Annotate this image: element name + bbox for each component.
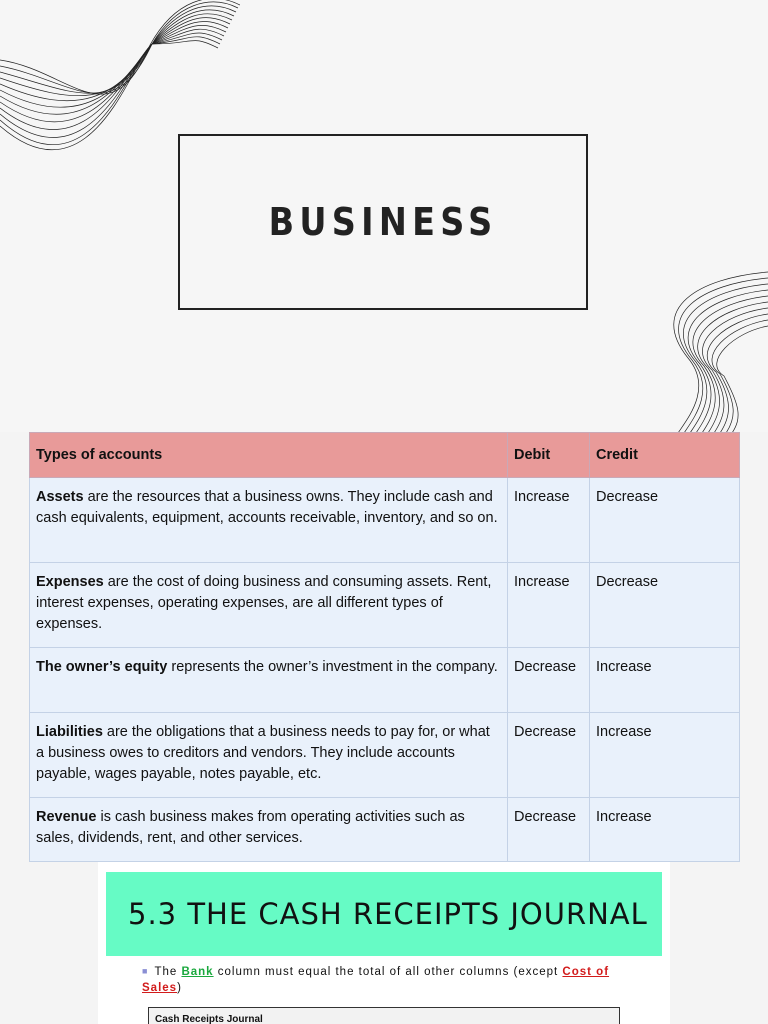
section-heading: 5.3 THE CASH RECEIPTS JOURNAL [128, 897, 648, 931]
wave-decoration-right [658, 268, 768, 432]
title-slide [0, 0, 768, 432]
credit-cell: Decrease [590, 563, 740, 648]
debit-cell: Increase [508, 563, 590, 648]
debit-cell: Decrease [508, 648, 590, 713]
account-description [30, 713, 508, 798]
account-term: Expenses [36, 574, 104, 590]
header-debit: Debit [508, 433, 590, 478]
table-row [30, 478, 740, 563]
bullet-square-icon: ■ [142, 966, 149, 976]
header-credit: Credit [590, 433, 740, 478]
credit-cell: Decrease [590, 478, 740, 563]
account-description [30, 648, 508, 713]
account-description [30, 563, 508, 648]
bullet-text-middle: column must equal the total of all other columns (except [213, 966, 563, 978]
account-term: Liabilities [36, 724, 103, 740]
bullet-text-start: The [154, 966, 182, 978]
accounts-table [29, 432, 740, 862]
credit-cell: Increase [590, 713, 740, 798]
account-desc-text: are the cost of doing business and consuming assets. Rent, interest expenses, operating expenses, are all different types of expenses. [36, 574, 492, 632]
bank-term: Bank [181, 966, 214, 978]
cost-of-sales-term: Cost of Sales [142, 966, 610, 994]
cash-receipts-slide [98, 862, 670, 1024]
account-term: Assets [36, 489, 84, 505]
section-banner [106, 872, 662, 956]
table-row [30, 563, 740, 648]
cash-receipts-journal-label: Cash Receipts Journal [148, 1007, 620, 1024]
bullet-text-end: ) [177, 982, 182, 994]
account-description [30, 798, 508, 862]
table-row [30, 798, 740, 862]
account-term: The owner’s equity [36, 659, 168, 675]
table-row [30, 713, 740, 798]
account-desc-text: are the obligations that a business needs to pay for, or what a business owes to creditors and vendors. They include accounts payable, wages payable, notes payable, etc. [36, 724, 490, 782]
title-frame [178, 134, 588, 310]
account-desc-text: are the resources that a business owns. They include cash and cash equivalents, equipment, accounts receivable, inventory, and so on. [36, 489, 498, 526]
bullet-point [142, 964, 642, 996]
table-header-row [30, 433, 740, 478]
debit-cell: Decrease [508, 713, 590, 798]
account-desc-text: represents the owner’s investment in the company. [167, 659, 498, 675]
debit-cell: Increase [508, 478, 590, 563]
debit-cell: Decrease [508, 798, 590, 862]
account-description [30, 478, 508, 563]
credit-cell: Increase [590, 648, 740, 713]
header-types: Types of accounts [30, 433, 508, 478]
account-desc-text: is cash business makes from operating activities such as sales, dividends, rent, and other services. [36, 809, 465, 846]
table-row [30, 648, 740, 713]
account-term: Revenue [36, 809, 97, 825]
page-title: BUSINESS [268, 200, 498, 244]
credit-cell: Increase [590, 798, 740, 862]
